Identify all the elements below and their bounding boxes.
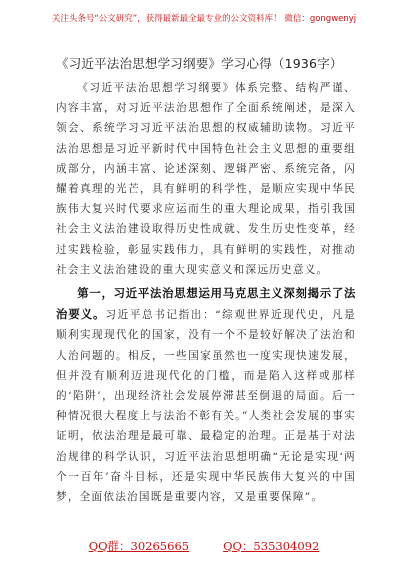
qq-group-link[interactable]: QQ群：30265665: [88, 539, 190, 553]
body-paragraph-1: 《习近平法治思想学习纲要》体系完整、结构严谨、内容丰富，对习近平法治思想作了全面系统阐述，是深入领会、系统学习习近平法治思想的权威辅助读物。习近平法治思想是习近平新时代中国特色社会主义思想的重要组成部分，内涵丰富、论述深刻、逻辑严密、系统完备，闪耀着真理的光芒，具有鲜明的科学性，是顺应实现中华民族伟大复兴时代要求应运而生的重大理论成果，指引我国社会主义法治建设取得历史性成就、发生历史性变革，经过实践检验，彰显实践伟力，具有鲜明的实践性，对推动社会主义法治建设的重大现实意义和深远历史意义。: [56, 82, 356, 276]
document-title: 《习近平法治思想学习纲要》学习心得（1936字）: [56, 56, 343, 71]
document-page: [56, 54, 356, 507]
qq-link[interactable]: QQ：535304092: [223, 539, 320, 553]
footer-contact: [0, 538, 408, 554]
body-paragraph-2: [56, 283, 356, 507]
body-paragraph-2-text: 习近平总书记指出：“综观世界近现代史，凡是顺利实现现代化的国家，没有一个不是较好解决了法治和人治问题的。相反，一些国家虽然也一度实现快速发展，但并没有顺利迈进现代化的门槛，而是陷入这样或那样的‘陷阱’，出现经济社会发展停滞甚至倒退的局面。后一种情况很大程度上与法治不彰有关。”人类社会发展的事实证明，依法治理是最可靠、最稳定的治理。正是基于对法治规律的科学认识，习近平法治思想明确“无论是实现‘两个一百年’奋斗目标，还是实现中华民族伟大复兴的中国梦，全面依法治国既是重要内容，又是重要保障”。: [56, 309, 356, 504]
section-heading-first: 第一，习近平法治思想运用马克思主义深刻揭示了法治要义。: [56, 286, 356, 322]
header-banner: 关注头条号“公文研究”，获得最新最全最专业的公文资料库！ 微信：gongwenyj: [51, 14, 357, 24]
